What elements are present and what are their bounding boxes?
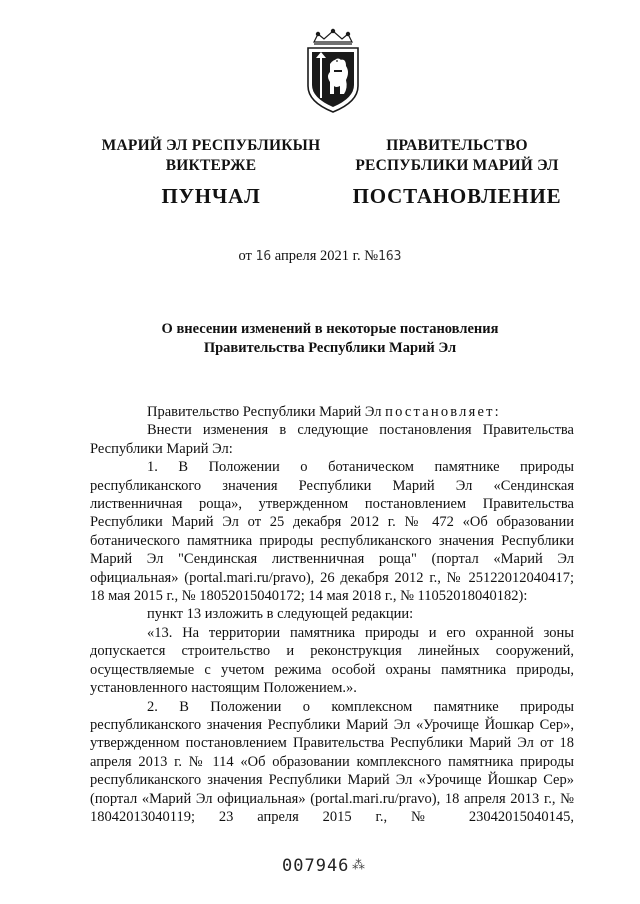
header-russian-line1: ПРАВИТЕЛЬСТВО [386, 137, 528, 154]
paragraph-4: «13. На территории памятника природы и его охранной зоны допускается строительство и реконструкция линейных сооружений, осуществляемые с учетом режима особой охраны памятника природы, установленного настоящим Положением.». [90, 624, 574, 697]
intro-text: Правительство Республики Марий Эл [147, 404, 382, 420]
header-mari-doc-type: ПУНЧАЛ [161, 184, 261, 208]
date-month-year: апреля 2021 г. № [274, 248, 379, 264]
document-title [120, 320, 540, 358]
paragraph-5: 2. В Положении о комплексном памятнике природы республиканского значения Республики Марий Эл «Урочище Йошкар Сер», утвержденном постановлением Правительства Республики Марий Эл от 18 апреля 2013 г. № 114 «Об образовании комплексного памятника природы республиканского значения Республики Марий Эл «Урочище Йошкар Сер» (портал «Марий Эл официальная» (portal.mari.ru/pravo), 18 апреля 2013 г., № 18042013040119; 23 апреля 2015 г., № 23042015040145, [90, 698, 574, 825]
title-line1: О внесении изменений в некоторые постановления [161, 321, 499, 337]
header-russian-line2: РЕСПУБЛИКИ МАРИЙ ЭЛ [355, 157, 559, 174]
coat-of-arms-icon [300, 28, 366, 114]
document-number: 163 [378, 249, 402, 264]
intro-paragraph [90, 403, 574, 421]
date-day: 16 [255, 249, 272, 264]
title-line2: Правительства Республики Марий Эл [203, 340, 457, 356]
paragraph-2: 1. В Положении о ботаническом памятнике природы республиканского значения Республики Марий Эл «Сендинская лиственничная роща», утвержденном постановлением Правительства Республики Марий Эл от 25 декабря 2012 г. № 472 «Об образовании ботанического памятника природы республиканского значения Республики Марий Эл "Сендинская лиственничная роща" (портал «Марий Эл официальная» (portal.mari.ru/pravo), 26 декабря 2012 г., № 25122012040417; 18 мая 2015 г., № 18052015040172; 14 мая 2018 г., № 11052018040182): [90, 459, 574, 605]
header-mari-block [96, 136, 326, 209]
paragraph-1: Внести изменения в следующие постановления Правительства Республики Марий Эл: [90, 422, 574, 457]
document-body [90, 403, 574, 826]
serial-number: 007946 [282, 856, 350, 876]
serial-mark-icon: ⁂ [352, 858, 365, 873]
date-prefix: от [238, 248, 252, 264]
header-mari-line2: ВИКТЕРЖЕ [165, 157, 257, 174]
paragraph-3: пункт 13 изложить в следующей редакции: [147, 606, 414, 623]
header-russian-block [352, 136, 562, 209]
header-russian-doc-type: ПОСТАНОВЛЕНИЕ [352, 184, 562, 208]
header-mari-line1: МАРИЙ ЭЛ РЕСПУБЛИКЫН [101, 137, 321, 154]
intro-decree-word: постановляет: [385, 404, 501, 420]
document-date-line [0, 248, 640, 265]
